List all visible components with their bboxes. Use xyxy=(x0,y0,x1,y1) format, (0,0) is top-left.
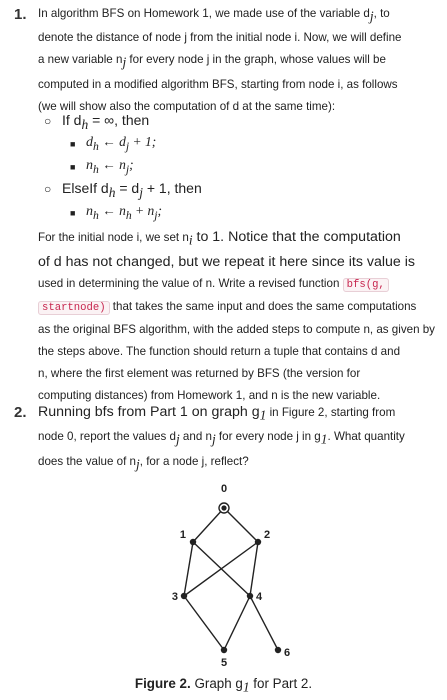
step-accumulate-n: $n_h$ ← $n_h + n_j$; xyxy=(86,203,163,222)
text-line: computing distances) from Homework 1, and n is the new variable. xyxy=(38,389,381,403)
graph-edge xyxy=(184,542,193,596)
graph-edge xyxy=(224,508,258,542)
question-1-continuation xyxy=(38,226,441,407)
text-line: the steps above. The function should return a tuple that contains d and xyxy=(38,345,401,359)
step-set-n: $n_h$ ← $n_j$; xyxy=(86,157,134,176)
question-2-text xyxy=(38,401,441,475)
step-update-d: $d_h$ ← $d_j + 1$; xyxy=(86,134,157,153)
graph-node-label: 6 xyxy=(284,647,291,659)
text-line: a new variable $n_j$ for every node j in the graph, whose values will be xyxy=(38,53,386,70)
text-line: startnode) that takes the same input and does the same computations xyxy=(38,296,441,319)
graph-edge xyxy=(184,542,258,596)
text-line: Running bfs from Part 1 on graph $g_1$ in Figure 2, starting from xyxy=(38,404,396,423)
case-elseif: ElseIf $d_h = d_j + 1$, then xyxy=(62,180,202,200)
text-line: n, where the first element was returned by BFS (the version for xyxy=(38,367,361,381)
bullet-icon: ■ xyxy=(70,162,76,172)
text-line: node 0, report the values $d_j$ and $n_j$ for every node j in $g_1$. What quantity xyxy=(38,430,405,447)
question-number: 1. xyxy=(14,6,27,23)
graph-node-4 xyxy=(247,593,253,599)
graph-node-label: 0 xyxy=(220,483,228,495)
bullet-icon: ○ xyxy=(44,114,52,128)
graph-node-label: 1 xyxy=(179,529,186,541)
graph-edge xyxy=(224,596,250,650)
graph-node-label: 5 xyxy=(220,657,228,669)
graph-node-0 xyxy=(221,505,226,510)
graph-node-2 xyxy=(255,539,261,545)
question-number: 2. xyxy=(14,404,27,421)
code-snippet: bfs(g, xyxy=(343,278,389,292)
graph-edge xyxy=(193,508,224,542)
text-line: In algorithm BFS on Homework 1, we made use of the variable $d_j$, to xyxy=(38,7,390,24)
graph-edge xyxy=(250,542,258,596)
text-line: does the value of $n_j$, for a node j, reflect? xyxy=(38,454,249,471)
graph-node-6 xyxy=(275,647,281,653)
figure-caption: Figure 2. Graph $g_1$ for Part 2. xyxy=(134,676,313,695)
text-line: computed in a modified algorithm BFS, starting from node i, as follows xyxy=(38,77,398,91)
bullet-icon: ■ xyxy=(70,139,76,149)
text-line: of d has not changed, but we repeat it here since its value is xyxy=(38,254,415,271)
code-snippet: startnode) xyxy=(38,301,110,315)
text-line: For the initial node i, we set $n_i$ to 1. Notice that the computation xyxy=(38,229,401,248)
graph-nodes xyxy=(172,483,290,669)
question-1-text xyxy=(38,3,441,118)
text-line: used in determining the value of n. Write a revised function bfs(g, xyxy=(38,273,441,296)
graph-edge xyxy=(184,596,224,650)
text-line: (we will show also the computation of d at the same time): xyxy=(38,99,336,113)
case-if: If $d_h$ = ∞, then xyxy=(62,112,150,132)
graph-figure xyxy=(150,470,310,670)
bullet-icon: ○ xyxy=(44,182,52,196)
graph-node-label: 2 xyxy=(264,529,271,541)
graph-node-label: 4 xyxy=(256,591,263,603)
graph-edge xyxy=(250,596,278,650)
text-line: as the original BFS algorithm, with the added steps to compute n, as given by xyxy=(38,323,435,337)
graph-node-label: 3 xyxy=(171,591,178,603)
graph-node-1 xyxy=(190,539,196,545)
graph-node-3 xyxy=(181,593,187,599)
text-line: denote the distance of node j from the initial node i. Now, we will define xyxy=(38,31,402,45)
graph-node-5 xyxy=(221,647,227,653)
bullet-icon: ■ xyxy=(70,208,76,218)
